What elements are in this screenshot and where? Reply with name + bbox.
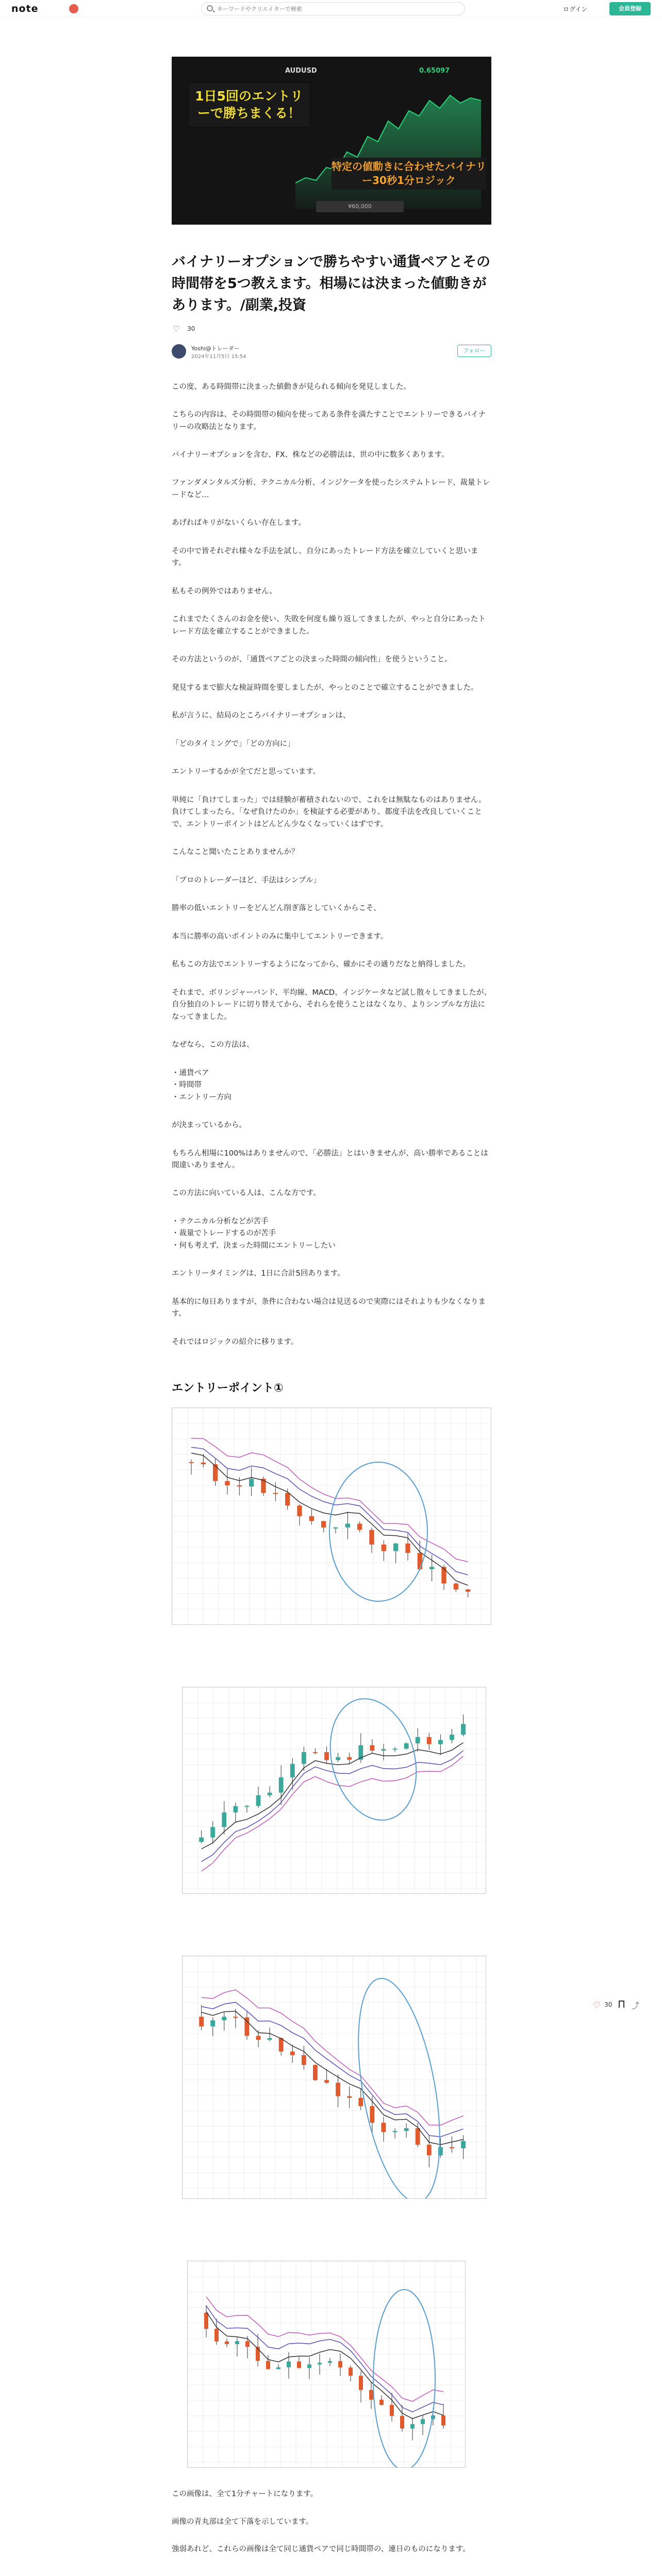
candle-body bbox=[418, 1553, 422, 1569]
paragraph: バイナリーオプションを含む、FX、株などの必勝法は、世の中に数多くあります。 bbox=[172, 450, 449, 459]
candle-body bbox=[237, 1485, 242, 1486]
candle-body bbox=[416, 1737, 420, 1743]
candle-body bbox=[297, 2362, 301, 2368]
paragraph: 本当に勝率の高いポイントのみに集中してエントリーできます。 bbox=[172, 932, 388, 941]
paragraph: その中で皆それぞれ様々な手法を試し、自分にあったトレード方法を確立していくと思います。 bbox=[172, 547, 478, 568]
candle-body bbox=[393, 1544, 398, 1551]
paragraph: 発見するまで膨大な検証時間を要しましたが、やっとのことで確立することができました。 bbox=[172, 683, 478, 692]
candle-body bbox=[333, 1528, 338, 1529]
article bbox=[172, 57, 491, 2571]
candle-body bbox=[213, 1464, 218, 1481]
candle-body bbox=[189, 1462, 193, 1463]
paragraph: ファンダメンタルズ分析、テクニカル分析、インジケータを使ったシステムトレード、裁量トレードなど… bbox=[172, 479, 490, 499]
chart-svg bbox=[188, 2261, 465, 2467]
candle-body bbox=[382, 2123, 386, 2132]
candle-body bbox=[204, 2313, 208, 2329]
candle-body bbox=[302, 1752, 306, 1764]
candle-body bbox=[268, 2038, 272, 2040]
publish-date: 2024年11月5日 15:54 bbox=[191, 353, 246, 360]
candle-body bbox=[461, 2141, 466, 2148]
hero-image bbox=[172, 57, 491, 225]
candle-body bbox=[400, 2416, 404, 2429]
paragraph: 画像の青丸部は全て下落を示しています。 bbox=[172, 2517, 313, 2526]
candle-body bbox=[450, 2147, 454, 2148]
candle-body bbox=[214, 2329, 219, 2342]
candle-body bbox=[416, 2128, 420, 2145]
moving-average-line bbox=[206, 2297, 443, 2401]
candle-body bbox=[318, 2363, 322, 2365]
candle-body bbox=[287, 2362, 291, 2367]
candlestick-chart-image bbox=[172, 1408, 491, 1625]
login-link[interactable]: ログイン bbox=[563, 6, 588, 13]
candle-body bbox=[276, 2367, 280, 2369]
paragraph: 「プロのトレーダーほど、手法はシンプル」 bbox=[172, 876, 321, 885]
hero-caption-main: 1日5回のエントリーで勝ちまくる！ bbox=[187, 81, 311, 128]
chart-svg bbox=[172, 1408, 491, 1624]
bookmark-icon[interactable] bbox=[619, 2001, 624, 2008]
paragraph: 基本的に毎日ありますが、条件に合わない場合は見送るので実際にはそれよりも少なくなります。 bbox=[172, 1297, 486, 1318]
candle-body bbox=[290, 2052, 295, 2055]
like-heart-icon[interactable]: ♡ bbox=[593, 2000, 601, 2010]
candle-body bbox=[382, 1545, 386, 1551]
candle-body bbox=[210, 2021, 215, 2027]
candle-body bbox=[369, 1530, 374, 1545]
candle-body bbox=[324, 2080, 329, 2083]
candle-body bbox=[427, 2145, 432, 2156]
moving-average-line bbox=[206, 2312, 443, 2419]
candle-body bbox=[441, 2416, 445, 2426]
candle-body bbox=[233, 1806, 238, 1812]
candle-body bbox=[427, 1737, 432, 1744]
candlestick-chart-image bbox=[187, 2261, 466, 2468]
author-avatar[interactable] bbox=[172, 344, 186, 359]
candle-body bbox=[357, 1524, 362, 1530]
paragraph: 私もその例外ではありません。 bbox=[172, 587, 277, 596]
candle-body bbox=[201, 1463, 206, 1464]
candle-body bbox=[285, 1493, 290, 1505]
moving-average-line bbox=[202, 1756, 464, 1871]
candle-body bbox=[404, 2128, 409, 2131]
candle-body bbox=[441, 1567, 446, 1584]
candle-body bbox=[313, 1752, 318, 1753]
candle-body bbox=[369, 2390, 373, 2400]
candle-body bbox=[273, 1493, 278, 1494]
site-header bbox=[0, 0, 662, 18]
paragraph: エントリータイミングは、1日に合計5回あります。 bbox=[172, 1269, 345, 1278]
candle-body bbox=[313, 2065, 318, 2080]
share-icon[interactable]: ⤴ bbox=[632, 2001, 640, 2010]
hero-pair-label: AUDUSD bbox=[285, 67, 317, 75]
section-heading: エントリーポイント① bbox=[172, 1382, 284, 1395]
paragraph: 勝率の低いエントリーをどんどん削ぎ落としていくからこそ、 bbox=[172, 904, 381, 913]
candlestick-chart-image bbox=[182, 1687, 486, 1894]
candle-body bbox=[336, 1757, 340, 1760]
author-name[interactable]: Yoshi@トレーダー bbox=[191, 345, 240, 352]
candle-body bbox=[245, 2341, 250, 2347]
candle-body bbox=[393, 1749, 398, 1750]
candle-body bbox=[266, 2361, 270, 2369]
candlestick-chart-image bbox=[182, 1956, 486, 2199]
candle-body bbox=[370, 1745, 374, 1751]
candle-body bbox=[225, 1481, 229, 1485]
like-count: 30 bbox=[187, 325, 195, 332]
moving-average-line bbox=[202, 1743, 464, 1849]
candle-body bbox=[454, 1584, 458, 1589]
paragraph: ・テクニカル分析などが苦手 ・裁量でトレードするのが苦手 ・何も考えず、決まった時間にエントリーしたい bbox=[172, 1217, 336, 1250]
candle-body bbox=[222, 1812, 226, 1827]
paragraph: 単純に「負けてしまった」では経験が蓄積されないので、これをは無駄なものはありません。 負けてしまったら、「なぜ負けたのか」を検証する必要があり、都度手法を改良していくことで、エントリーポイントはどんどん少なくなっていくはずです。 bbox=[172, 795, 486, 828]
paragraph: あげればキリがないくらい存在します。 bbox=[172, 519, 306, 528]
side-like-count: 30 bbox=[604, 2001, 613, 2008]
highlight-circle bbox=[318, 1689, 429, 1830]
candle-body bbox=[199, 2017, 204, 2027]
candle-body bbox=[199, 1838, 204, 1842]
candle-body bbox=[359, 2376, 363, 2391]
candle-body bbox=[210, 1827, 215, 1838]
search-icon bbox=[207, 5, 213, 11]
candle-body bbox=[279, 2038, 284, 2052]
paragraph: ・通貨ペア ・時間帯 ・エントリー方向 bbox=[172, 1069, 231, 1101]
moving-average-line bbox=[191, 1447, 468, 1575]
signup-button[interactable]: 会員登録 bbox=[609, 2, 651, 15]
chart-svg bbox=[183, 1687, 486, 1893]
candle-body bbox=[358, 2098, 363, 2106]
candle-body bbox=[225, 2342, 229, 2344]
candle-body bbox=[245, 1806, 250, 1807]
paragraph: こちらの内容は、その時間帯の傾向を使ってある条件を満たすことでエントリーできるバイナリーの攻略法となります。 bbox=[172, 411, 486, 431]
candle-body bbox=[393, 2131, 398, 2132]
paragraph: こんなこと聞いたことありませんか？ bbox=[172, 848, 299, 857]
hero-price-pill: ¥60,000 bbox=[316, 201, 404, 212]
paragraph: この度、ある時間帯に決まった値動きが見られる傾向を発見しました。 bbox=[172, 382, 411, 391]
follow-button[interactable]: フォロー bbox=[457, 345, 491, 357]
hero-value-label: 0.65097 bbox=[419, 67, 450, 75]
profile-badge-icon bbox=[69, 4, 78, 13]
candle-body bbox=[347, 2096, 352, 2098]
paragraph: 私が言うに、結局のところバイナリーオプションは、 bbox=[172, 711, 351, 720]
article-title: バイナリーオプションで勝ちやすい通貨ペアとその時間帯を5つ教えます。相場には決まった値動きがあります。/副業,投資 bbox=[172, 254, 491, 313]
moving-average-line bbox=[202, 2003, 464, 2137]
candle-body bbox=[405, 1544, 410, 1553]
candle-body bbox=[404, 1743, 409, 1749]
candle-body bbox=[338, 2361, 342, 2367]
candle-body bbox=[379, 2400, 384, 2405]
paragraph: それではロジックの紹介に移ります。 bbox=[172, 1337, 299, 1346]
candle-body bbox=[370, 2106, 374, 2123]
paragraph: この方法に向いている人は、こんな方です。 bbox=[172, 1189, 321, 1198]
candle-body bbox=[249, 1479, 254, 1487]
heart-icon[interactable]: ♡ bbox=[173, 324, 180, 333]
candle-body bbox=[256, 2036, 261, 2040]
paragraph: この画像は、全て1分チャートになります。 bbox=[172, 2490, 318, 2499]
candle-body bbox=[309, 1516, 314, 1521]
search-input[interactable] bbox=[217, 4, 459, 13]
paragraph: その方法というのが、「通貨ペアごとの決まった時間の傾向性」を使うということ。 bbox=[172, 655, 452, 664]
candle-body bbox=[297, 1506, 302, 1517]
candle-body bbox=[324, 1752, 329, 1760]
candle-body bbox=[321, 1521, 326, 1528]
side-action-bar bbox=[593, 1999, 655, 2011]
candle-body bbox=[429, 1567, 434, 1569]
candle-body bbox=[382, 1749, 386, 1751]
candle-body bbox=[466, 1589, 470, 1592]
candle-body bbox=[336, 2083, 340, 2096]
moving-average-line bbox=[202, 2011, 464, 2145]
paragraph: もちろん相場に100%はありませんので、「必勝法」とはいきませんが、高い勝率であることは間違いありません。 bbox=[172, 1149, 488, 1170]
candle-body bbox=[438, 1740, 443, 1744]
candle-body bbox=[410, 2425, 415, 2429]
article-body-continued bbox=[172, 2488, 491, 2555]
candle-body bbox=[328, 2361, 332, 2363]
candle-body bbox=[450, 1735, 454, 1740]
candle-body bbox=[235, 2341, 239, 2344]
moving-average-line bbox=[202, 1990, 464, 2126]
search-box[interactable] bbox=[201, 2, 465, 15]
paragraph: なぜなら、この方法は、 bbox=[172, 1041, 254, 1049]
paragraph: これまでたくさんのお金を使い、失敗を何度も繰り返してきましたが、やっと自分にあったトレード方法を確立することができました。 bbox=[172, 615, 486, 636]
candle-body bbox=[222, 2017, 226, 2021]
hero-caption-sub: 特定の値動きに合わせたバイナリー30秒1分ロジック bbox=[332, 158, 486, 190]
moving-average-line bbox=[206, 2306, 443, 2412]
candle-body bbox=[268, 1793, 272, 1795]
note-logo[interactable]: note bbox=[11, 3, 39, 14]
candle-body bbox=[302, 2055, 306, 2065]
candle-body bbox=[461, 1724, 466, 1735]
candle-body bbox=[233, 2017, 238, 2018]
candle-body bbox=[421, 2419, 425, 2425]
paragraph: 「どのタイミングで」「どの方向に」 bbox=[172, 739, 295, 748]
chart-images bbox=[172, 1408, 491, 2468]
candle-body bbox=[290, 1764, 295, 1777]
author-row bbox=[172, 343, 491, 362]
candle-body bbox=[279, 1777, 284, 1793]
candle-body bbox=[390, 2405, 394, 2416]
paragraph: 強弱あれど、これらの画像は全て同じ通貨ペアで同じ時間帯の、連日のものになります。 bbox=[172, 2545, 470, 2554]
chart-svg bbox=[183, 1956, 486, 2198]
candle-body bbox=[347, 1757, 352, 1760]
paragraph: が決まっているから。 bbox=[172, 1121, 246, 1130]
candle-body bbox=[256, 1795, 261, 1806]
article-body bbox=[172, 381, 491, 1349]
paragraph: 私もこの方法でエントリーするようになってから、確かにその通りだなと納得しました。 bbox=[172, 960, 471, 969]
paragraph: エントリーするかが全てだと思っています。 bbox=[172, 768, 321, 776]
paragraph: それまで、ボリンジャーバンド、平均線、MACD、インジケータなど試し散々してきましたが、自分独自のトレードに切り替えてから、それらを使うことはなくなり、よりシンプルな方法になってきました。 bbox=[172, 988, 491, 1021]
like-row bbox=[172, 324, 491, 335]
candle-body bbox=[349, 2368, 353, 2376]
candle-body bbox=[307, 2365, 311, 2368]
candle-body bbox=[345, 1524, 350, 1528]
